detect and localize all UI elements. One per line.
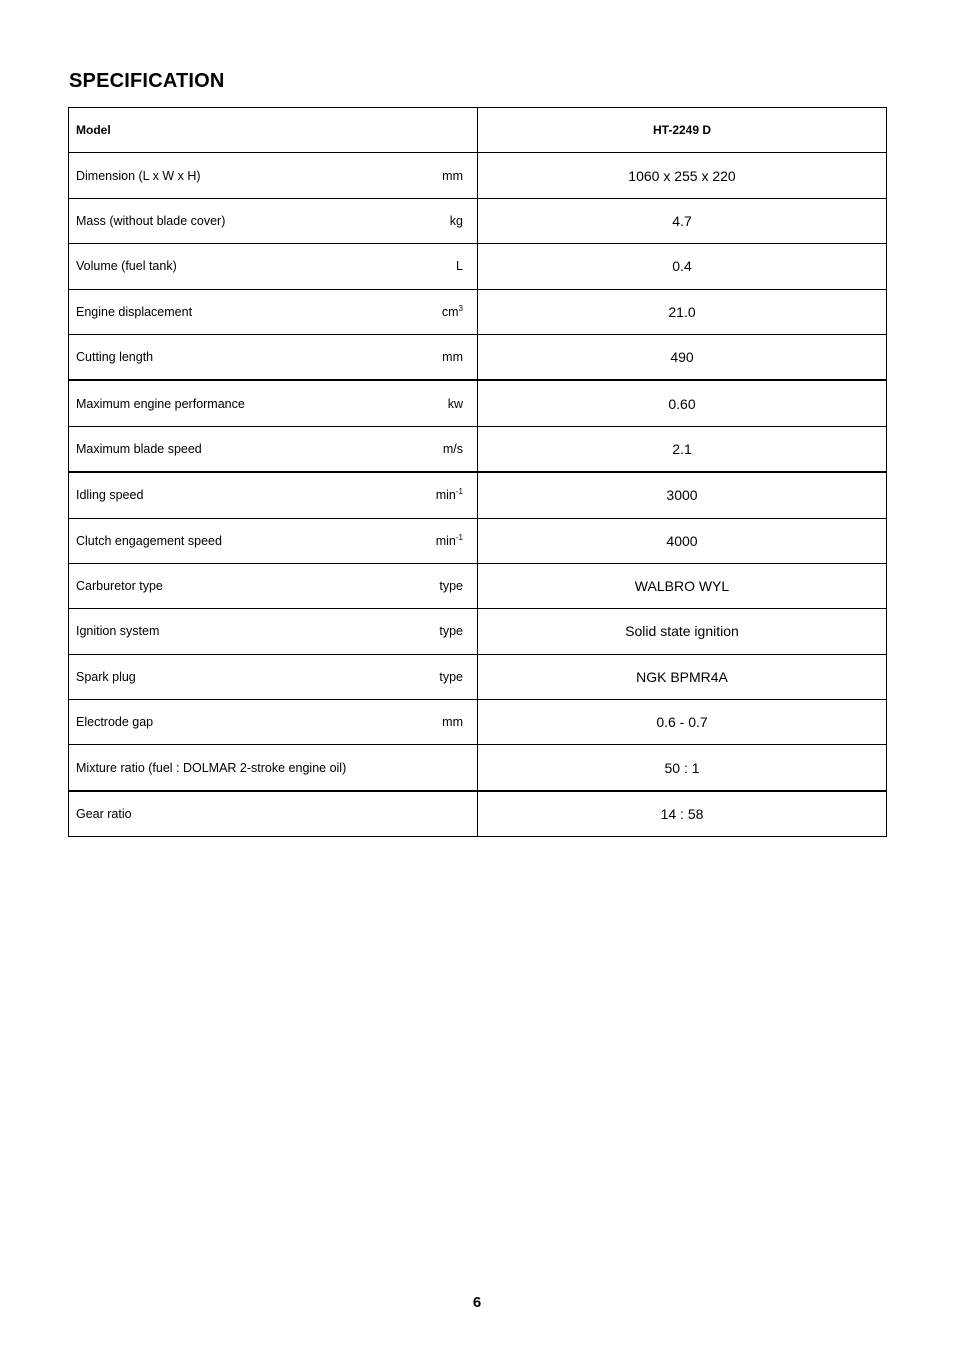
- row-label: Dimension (L x W x H): [76, 168, 201, 183]
- row-unit: $\min^{-1}$: [435, 487, 463, 503]
- row-label: Clutch engagement speed: [76, 533, 222, 548]
- model-value: HT-2249 D: [478, 108, 887, 153]
- page-title: SPECIFICATION: [69, 70, 225, 92]
- model-label-cell: [69, 108, 478, 153]
- table-row: [69, 518, 887, 563]
- table-row: [69, 198, 887, 243]
- row-unit: type: [439, 624, 463, 639]
- table-row: [69, 153, 887, 198]
- row-label: Ignition system: [76, 624, 160, 639]
- table-row: [69, 609, 887, 654]
- row-unit: kg: [449, 213, 463, 228]
- row-label: Maximum blade speed: [76, 441, 202, 456]
- table-row: [69, 244, 887, 289]
- row-label: Maximum engine performance: [76, 396, 245, 411]
- row-unit: type: [439, 669, 463, 684]
- table-row: [69, 654, 887, 699]
- table-row: [69, 472, 887, 518]
- row-unit: mm: [442, 168, 463, 183]
- row-label: Spark plug: [76, 669, 136, 684]
- row-value: 14 : 58: [478, 791, 887, 837]
- row-unit: type: [439, 579, 463, 594]
- row-unit: L: [456, 259, 463, 274]
- row-value: 0.6 - 0.7: [478, 700, 887, 745]
- page-number: 6: [472, 1294, 482, 1311]
- row-label: Cutting length: [76, 350, 154, 365]
- row-label: Gear ratio: [76, 807, 132, 822]
- table-row: [69, 700, 887, 745]
- row-unit: $cm^3$: [441, 303, 463, 319]
- row-label: Volume (fuel tank): [76, 259, 177, 274]
- row-label: Mixture ratio (fuel : DOLMAR 2-stroke engine oil): [76, 760, 347, 775]
- model-label: Model: [76, 123, 111, 138]
- row-unit: $\min^{-1}$: [435, 532, 463, 548]
- table-row: [69, 563, 887, 608]
- row-label: Electrode gap: [76, 715, 154, 730]
- row-value: 21.0: [478, 289, 887, 334]
- row-label: Idling speed: [76, 488, 144, 503]
- row-value: 3000: [478, 472, 887, 518]
- row-value: WALBRO WYL: [478, 563, 887, 608]
- table-row: [69, 380, 887, 426]
- row-label: Mass (without blade cover): [76, 213, 226, 228]
- row-value: 50 : 1: [478, 745, 887, 791]
- row-value: 1060 x 255 x 220: [478, 153, 887, 198]
- row-value: 0.60: [478, 380, 887, 426]
- table-row: [69, 791, 887, 837]
- row-unit: kw: [447, 396, 463, 411]
- row-value: 4.7: [478, 198, 887, 243]
- specification-table: [68, 107, 887, 837]
- table-header-row: [69, 108, 887, 153]
- row-label: Engine displacement: [76, 304, 193, 319]
- table-row: [69, 289, 887, 334]
- row-value: Solid state ignition: [478, 609, 887, 654]
- row-unit: mm: [442, 715, 463, 730]
- row-unit: m/s: [442, 441, 463, 456]
- row-label: Carburetor type: [76, 579, 163, 594]
- row-value: 4000: [478, 518, 887, 563]
- row-value: NGK BPMR4A: [478, 654, 887, 699]
- table-row: [69, 334, 887, 380]
- row-value: 0.4: [478, 244, 887, 289]
- row-value: 2.1: [478, 426, 887, 472]
- row-unit: mm: [442, 350, 463, 365]
- table-row: [69, 745, 887, 791]
- row-value: 490: [478, 334, 887, 380]
- table-row: [69, 426, 887, 472]
